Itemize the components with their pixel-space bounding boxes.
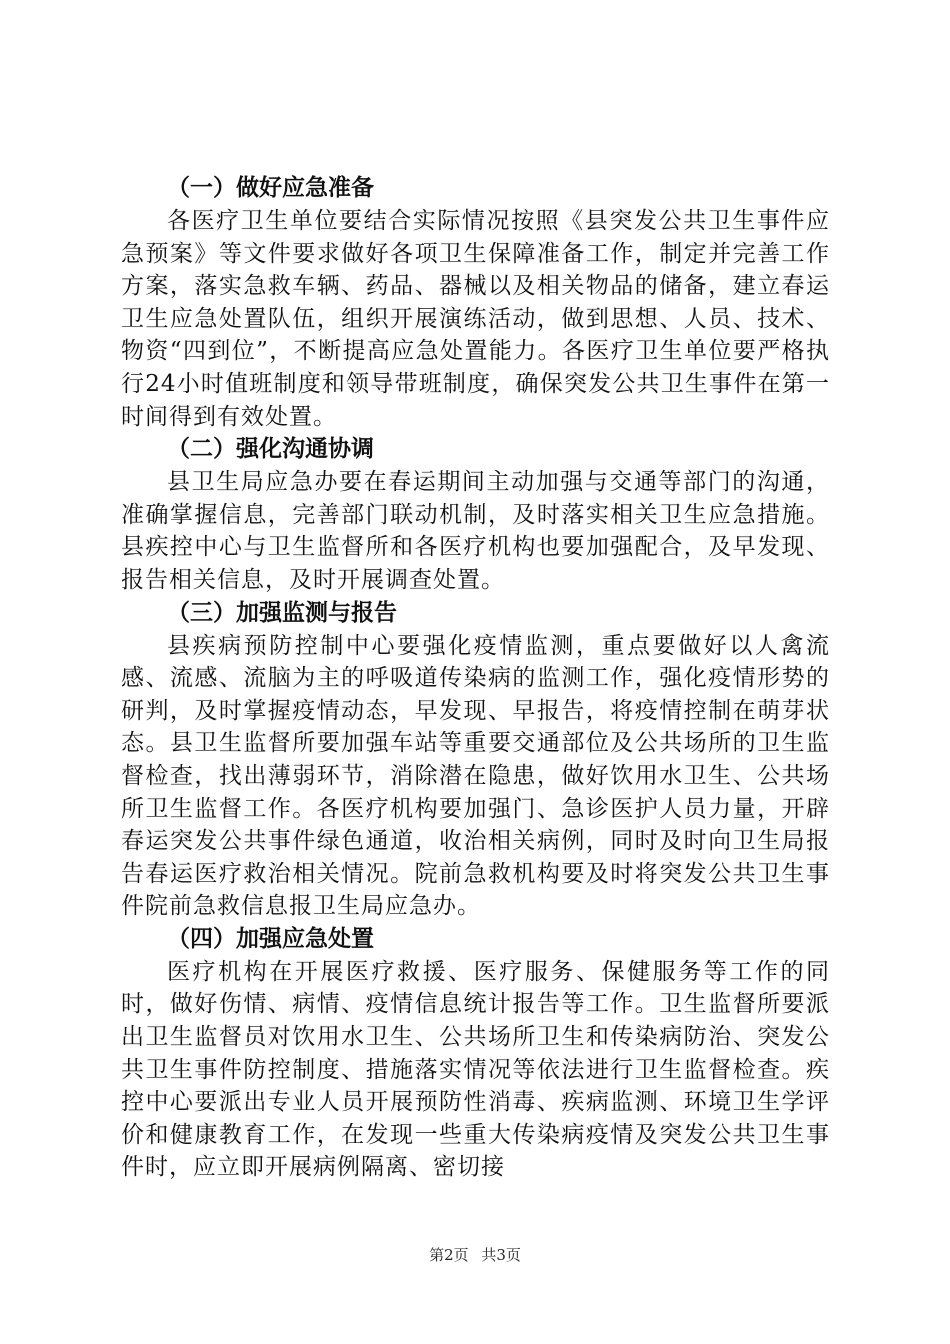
section-4	[121, 923, 830, 1184]
section-1	[121, 172, 830, 433]
page-number: 第2页	[429, 1246, 469, 1264]
section-heading: （四）加强应急处置	[167, 925, 374, 952]
section-paragraph: 各医疗卫生单位要结合实际情况按照《县突发公共卫生事件应急预案》等文件要求做好各项卫生保障准备工作，制定并完善工作方案，落实急救车辆、药品、器械以及相关物品的储备，建立春运卫生应急处置队伍，组织开展演练活动，做到思想、人员、技术、物资“四到位”，不断提高应急处置能力。各医疗卫生单位要严格执行24小时值班制度和领导带班制度，确保突发公共卫生事件在第一时间得到有效处置。	[121, 208, 830, 430]
section-heading: （二）强化沟通协调	[167, 436, 374, 463]
section-2	[121, 433, 830, 596]
section-heading: （三）加强监测与报告	[167, 599, 397, 626]
document-body	[121, 172, 830, 1184]
section-paragraph: 县卫生局应急办要在春运期间主动加强与交通等部门的沟通，准确掌握信息，完善部门联动机制，及时落实相关卫生应急措施。县疾控中心与卫生监督所和各医疗机构也要加强配合，及早发现、报告相关信息，及时开展调查处置。	[121, 469, 830, 593]
page-footer	[0, 1245, 950, 1265]
page-total: 共3页	[481, 1246, 521, 1264]
section-paragraph: 县疾病预防控制中心要强化疫情监测，重点要做好以人禽流感、流感、流脑为主的呼吸道传染病的监测工作，强化疫情形势的研判，及时掌握疫情动态，早发现、早报告，将疫情控制在萌芽状态。县卫生监督所要加强车站等重要交通部位及公共场所的卫生监督检查，找出薄弱环节，消除潜在隐患，做好饮用水卫生、公共场所卫生监督工作。各医疗机构要加强门、急诊医护人员力量，开辟春运突发公共事件绿色通道，收治相关病例，同时及时向卫生局报告春运医疗救治相关情况。院前急救机构要及时将突发公共卫生事件院前急救信息报卫生局应急办。	[121, 632, 830, 920]
section-3	[121, 597, 830, 923]
section-heading: （一）做好应急准备	[167, 175, 374, 201]
section-paragraph: 医疗机构在开展医疗救援、医疗服务、保健服务等工作的同时，做好伤情、病情、疫情信息统计报告等工作。卫生监督所要派出卫生监督员对饮用水卫生、公共场所卫生和传染病防治、突发公共卫生事件防控制度、措施落实情况等依法进行卫生监督检查。疾控中心要派出专业人员开展预防性消毒、疾病监测、环境卫生学评价和健康教育工作，在发现一些重大传染病疫情及突发公共卫生事件时，应立即开展病例隔离、密切接	[121, 958, 830, 1181]
